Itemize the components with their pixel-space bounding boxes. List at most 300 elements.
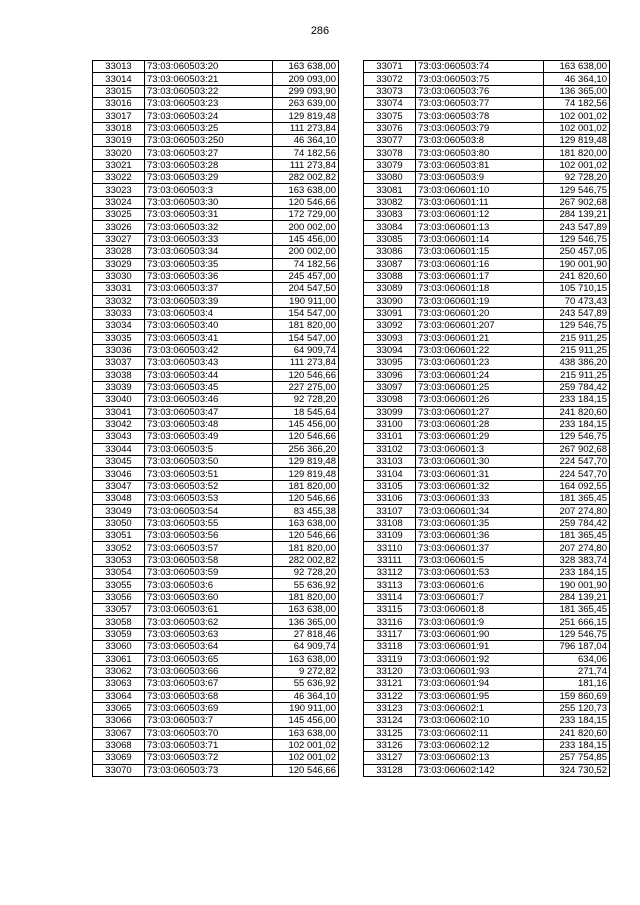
table-row (93, 591, 339, 603)
row-number-cell: 33016 (93, 98, 145, 110)
value-cell: 102 001,02 (273, 739, 339, 751)
cadastral-number-cell: 73:03:060503:29 (145, 172, 273, 184)
table-row (93, 443, 339, 455)
cadastral-number-cell: 73:03:060503:56 (145, 530, 273, 542)
table-row (364, 270, 610, 282)
value-cell: 256 366,20 (273, 443, 339, 455)
cadastral-number-cell: 73:03:060601:32 (416, 480, 544, 492)
cadastral-number-cell: 73:03:060503:21 (145, 73, 273, 85)
value-cell: 215 911,25 (544, 369, 610, 381)
row-number-cell: 33091 (364, 307, 416, 319)
row-number-cell: 33092 (364, 320, 416, 332)
row-number-cell: 33084 (364, 221, 416, 233)
cadastral-number-cell: 73:03:060601:21 (416, 332, 544, 344)
cadastral-number-cell: 73:03:060602:13 (416, 752, 544, 764)
value-cell: 241 820,60 (544, 270, 610, 282)
value-cell: 233 184,15 (544, 739, 610, 751)
value-cell: 163 638,00 (273, 604, 339, 616)
table-row (364, 320, 610, 332)
value-cell: 27 818,46 (273, 628, 339, 640)
cadastral-number-cell: 73:03:060503:41 (145, 332, 273, 344)
row-number-cell: 33075 (364, 110, 416, 122)
value-cell: 190 001,90 (544, 579, 610, 591)
cadastral-number-cell: 73:03:060503:75 (416, 73, 544, 85)
cadastral-number-cell: 73:03:060602:142 (416, 764, 544, 776)
cadastral-number-cell: 73:03:060503:34 (145, 246, 273, 258)
value-cell: 215 911,25 (544, 332, 610, 344)
cadastral-number-cell: 73:03:060503:44 (145, 369, 273, 381)
table-row (93, 468, 339, 480)
table-row (93, 233, 339, 245)
cadastral-number-cell: 73:03:060503:45 (145, 381, 273, 393)
value-cell: 181 365,45 (544, 493, 610, 505)
value-cell: 64 909,74 (273, 344, 339, 356)
row-number-cell: 33076 (364, 122, 416, 134)
cadastral-number-cell: 73:03:060503:40 (145, 320, 273, 332)
row-number-cell: 33101 (364, 431, 416, 443)
table-row (93, 418, 339, 430)
row-number-cell: 33036 (93, 344, 145, 356)
value-cell: 74 182,56 (273, 147, 339, 159)
row-number-cell: 33032 (93, 295, 145, 307)
value-cell: 120 546,66 (273, 431, 339, 443)
table-row (364, 653, 610, 665)
value-cell: 145 456,00 (273, 233, 339, 245)
cadastral-number-cell: 73:03:060601:10 (416, 184, 544, 196)
cadastral-number-cell: 73:03:060601:23 (416, 357, 544, 369)
row-number-cell: 33061 (93, 653, 145, 665)
cadastral-number-cell: 73:03:060503:55 (145, 517, 273, 529)
value-cell: 233 184,15 (544, 715, 610, 727)
value-cell: 92 728,20 (273, 394, 339, 406)
cadastral-number-cell: 73:03:060601:53 (416, 567, 544, 579)
cadastral-number-cell: 73:03:060602:11 (416, 727, 544, 739)
row-number-cell: 33088 (364, 270, 416, 282)
table-row (93, 641, 339, 653)
value-cell: 200 002,00 (273, 221, 339, 233)
value-cell: 145 456,00 (273, 715, 339, 727)
row-number-cell: 33122 (364, 690, 416, 702)
table-row (364, 443, 610, 455)
table-row (93, 381, 339, 393)
row-number-cell: 33051 (93, 530, 145, 542)
table-row (364, 628, 610, 640)
cadastral-number-cell: 73:03:060503:52 (145, 480, 273, 492)
row-number-cell: 33093 (364, 332, 416, 344)
row-number-cell: 33099 (364, 406, 416, 418)
cadastral-number-cell: 73:03:060503:62 (145, 616, 273, 628)
row-number-cell: 33037 (93, 357, 145, 369)
table-row (364, 283, 610, 295)
table-row (364, 418, 610, 430)
row-number-cell: 33104 (364, 468, 416, 480)
cadastral-number-cell: 73:03:060601:25 (416, 381, 544, 393)
value-cell: 181 365,45 (544, 604, 610, 616)
cadastral-number-cell: 73:03:060503:9 (416, 172, 544, 184)
value-cell: 163 638,00 (544, 61, 610, 73)
value-cell: 243 547,89 (544, 221, 610, 233)
row-number-cell: 33048 (93, 493, 145, 505)
table-row (93, 554, 339, 566)
value-cell: 136 365,00 (544, 85, 610, 97)
table-row (364, 554, 610, 566)
table-row (364, 184, 610, 196)
row-number-cell: 33017 (93, 110, 145, 122)
table-row (93, 122, 339, 134)
value-cell: 83 455,38 (273, 505, 339, 517)
table-row (93, 369, 339, 381)
value-cell: 224 547,70 (544, 456, 610, 468)
cadastral-number-cell: 73:03:060503:22 (145, 85, 273, 97)
value-cell: 163 638,00 (273, 61, 339, 73)
value-cell: 102 001,02 (544, 110, 610, 122)
value-cell: 200 002,00 (273, 246, 339, 258)
value-cell: 111 273,84 (273, 357, 339, 369)
cadastral-number-cell: 73:03:060503:31 (145, 209, 273, 221)
value-cell: 233 184,15 (544, 567, 610, 579)
value-cell: 209 093,00 (273, 73, 339, 85)
row-number-cell: 33035 (93, 332, 145, 344)
row-number-cell: 33095 (364, 357, 416, 369)
cadastral-number-cell: 73:03:060503:4 (145, 307, 273, 319)
value-cell: 120 546,66 (273, 530, 339, 542)
table-row (364, 110, 610, 122)
row-number-cell: 33025 (93, 209, 145, 221)
cadastral-number-cell: 73:03:060503:68 (145, 690, 273, 702)
value-cell: 136 365,00 (273, 616, 339, 628)
cadastral-number-cell: 73:03:060503:5 (145, 443, 273, 455)
value-cell: 154 547,00 (273, 307, 339, 319)
cadastral-number-cell: 73:03:060503:250 (145, 135, 273, 147)
table-row (364, 221, 610, 233)
cadastral-number-cell: 73:03:060503:81 (416, 159, 544, 171)
table-row (93, 752, 339, 764)
table-row (93, 147, 339, 159)
table-row (364, 332, 610, 344)
table-row (364, 517, 610, 529)
value-cell: 74 182,56 (544, 98, 610, 110)
row-number-cell: 33022 (93, 172, 145, 184)
value-cell: 120 546,66 (273, 493, 339, 505)
table-row (93, 406, 339, 418)
table-row (364, 764, 610, 776)
value-cell: 55 636,92 (273, 678, 339, 690)
table-row (364, 246, 610, 258)
cadastral-number-cell: 73:03:060503:58 (145, 554, 273, 566)
value-cell: 284 139,21 (544, 591, 610, 603)
table-row (364, 147, 610, 159)
row-number-cell: 33018 (93, 122, 145, 134)
cadastral-number-cell: 73:03:060503:79 (416, 122, 544, 134)
row-number-cell: 33082 (364, 196, 416, 208)
table-row (93, 135, 339, 147)
table-row (93, 702, 339, 714)
row-number-cell: 33115 (364, 604, 416, 616)
value-cell: 129 819,48 (544, 135, 610, 147)
table-row (364, 98, 610, 110)
cadastral-number-cell: 73:03:060602:12 (416, 739, 544, 751)
table-row (93, 196, 339, 208)
row-number-cell: 33089 (364, 283, 416, 295)
cadastral-number-cell: 73:03:060503:69 (145, 702, 273, 714)
table-row (364, 690, 610, 702)
table-row (93, 270, 339, 282)
value-cell: 9 272,82 (273, 665, 339, 677)
value-cell: 129 546,75 (544, 431, 610, 443)
value-cell: 102 001,02 (544, 159, 610, 171)
cadastral-number-cell: 73:03:060503:8 (416, 135, 544, 147)
row-number-cell: 33043 (93, 431, 145, 443)
value-cell: 102 001,02 (273, 752, 339, 764)
table-row (93, 739, 339, 751)
row-number-cell: 33079 (364, 159, 416, 171)
value-cell: 111 273,84 (273, 122, 339, 134)
value-cell: 55 636,92 (273, 579, 339, 591)
table-row (93, 567, 339, 579)
row-number-cell: 33013 (93, 61, 145, 73)
row-number-cell: 33081 (364, 184, 416, 196)
cadastral-number-cell: 73:03:060601:90 (416, 628, 544, 640)
value-cell: 129 819,48 (273, 468, 339, 480)
cadastral-number-cell: 73:03:060503:70 (145, 727, 273, 739)
table-row (93, 357, 339, 369)
table-row (93, 678, 339, 690)
cadastral-number-cell: 73:03:060503:80 (416, 147, 544, 159)
row-number-cell: 33060 (93, 641, 145, 653)
cadastral-number-cell: 73:03:060601:31 (416, 468, 544, 480)
cadastral-number-cell: 73:03:060503:23 (145, 98, 273, 110)
table-row (93, 530, 339, 542)
table-row (93, 764, 339, 776)
value-cell: 190 001,90 (544, 258, 610, 270)
row-number-cell: 33087 (364, 258, 416, 270)
row-number-cell: 33033 (93, 307, 145, 319)
table-row (93, 209, 339, 221)
cadastral-number-cell: 73:03:060601:30 (416, 456, 544, 468)
row-number-cell: 33068 (93, 739, 145, 751)
row-number-cell: 33107 (364, 505, 416, 517)
cadastral-number-cell: 73:03:060503:51 (145, 468, 273, 480)
table-row (93, 332, 339, 344)
row-number-cell: 33065 (93, 702, 145, 714)
row-number-cell: 33041 (93, 406, 145, 418)
cadastral-number-cell: 73:03:060601:12 (416, 209, 544, 221)
cadastral-number-cell: 73:03:060503:50 (145, 456, 273, 468)
table-row (364, 530, 610, 542)
value-cell: 190 911,00 (273, 702, 339, 714)
row-number-cell: 33042 (93, 418, 145, 430)
table-row (93, 85, 339, 97)
row-number-cell: 33058 (93, 616, 145, 628)
value-cell: 299 093,90 (273, 85, 339, 97)
row-number-cell: 33106 (364, 493, 416, 505)
cadastral-number-cell: 73:03:060503:3 (145, 184, 273, 196)
row-number-cell: 33067 (93, 727, 145, 739)
value-cell: 102 001,02 (544, 122, 610, 134)
row-number-cell: 33026 (93, 221, 145, 233)
cadastral-number-cell: 73:03:060601:22 (416, 344, 544, 356)
table-row (364, 159, 610, 171)
cadastral-number-cell: 73:03:060503:72 (145, 752, 273, 764)
value-cell: 70 473,43 (544, 295, 610, 307)
cadastral-number-cell: 73:03:060503:57 (145, 542, 273, 554)
cadastral-number-cell: 73:03:060601:18 (416, 283, 544, 295)
value-cell: 181 820,00 (273, 591, 339, 603)
table-row (93, 542, 339, 554)
value-cell: 241 820,60 (544, 727, 610, 739)
row-number-cell: 33030 (93, 270, 145, 282)
value-cell: 64 909,74 (273, 641, 339, 653)
cadastral-number-cell: 73:03:060503:64 (145, 641, 273, 653)
row-number-cell: 33073 (364, 85, 416, 97)
row-number-cell: 33105 (364, 480, 416, 492)
row-number-cell: 33117 (364, 628, 416, 640)
row-number-cell: 33053 (93, 554, 145, 566)
row-number-cell: 33125 (364, 727, 416, 739)
table-row (93, 715, 339, 727)
value-cell: 181 820,00 (544, 147, 610, 159)
cadastral-number-cell: 73:03:060503:71 (145, 739, 273, 751)
value-cell: 181 820,00 (273, 320, 339, 332)
cadastral-number-cell: 73:03:060601:95 (416, 690, 544, 702)
cadastral-number-cell: 73:03:060601:3 (416, 443, 544, 455)
row-number-cell: 33014 (93, 73, 145, 85)
table-row (364, 678, 610, 690)
value-cell: 190 911,00 (273, 295, 339, 307)
cadastral-number-cell: 73:03:060503:32 (145, 221, 273, 233)
table-row (364, 542, 610, 554)
row-number-cell: 33055 (93, 579, 145, 591)
value-cell: 46 364,10 (273, 135, 339, 147)
value-cell: 233 184,15 (544, 418, 610, 430)
table-row (364, 406, 610, 418)
value-cell: 46 364,10 (273, 690, 339, 702)
row-number-cell: 33038 (93, 369, 145, 381)
value-cell: 324 730,52 (544, 764, 610, 776)
row-number-cell: 33077 (364, 135, 416, 147)
cadastral-number-cell: 73:03:060503:33 (145, 233, 273, 245)
table-row (93, 110, 339, 122)
row-number-cell: 33064 (93, 690, 145, 702)
value-cell: 251 666,15 (544, 616, 610, 628)
row-number-cell: 33074 (364, 98, 416, 110)
table-row (364, 641, 610, 653)
cadastral-number-cell: 73:03:060503:61 (145, 604, 273, 616)
value-cell: 92 728,20 (273, 567, 339, 579)
value-cell: 129 546,75 (544, 320, 610, 332)
table-row (364, 505, 610, 517)
cadastral-number-cell: 73:03:060503:30 (145, 196, 273, 208)
table-row (364, 85, 610, 97)
table-row (93, 653, 339, 665)
cadastral-number-cell: 73:03:060503:7 (145, 715, 273, 727)
value-cell: 224 547,70 (544, 468, 610, 480)
cadastral-number-cell: 73:03:060601:35 (416, 517, 544, 529)
row-number-cell: 33121 (364, 678, 416, 690)
cadastral-number-cell: 73:03:060601:34 (416, 505, 544, 517)
value-cell: 18 545,64 (273, 406, 339, 418)
row-number-cell: 33116 (364, 616, 416, 628)
row-number-cell: 33052 (93, 542, 145, 554)
row-number-cell: 33057 (93, 604, 145, 616)
cadastral-number-cell: 73:03:060601:13 (416, 221, 544, 233)
table-row (364, 468, 610, 480)
value-cell: 257 754,85 (544, 752, 610, 764)
cadastral-number-cell: 73:03:060503:73 (145, 764, 273, 776)
cadastral-number-cell: 73:03:060601:11 (416, 196, 544, 208)
table-row (93, 517, 339, 529)
table-row (364, 480, 610, 492)
cadastral-number-cell: 73:03:060503:37 (145, 283, 273, 295)
cadastral-number-cell: 73:03:060601:33 (416, 493, 544, 505)
cadastral-number-cell: 73:03:060503:6 (145, 579, 273, 591)
row-number-cell: 33083 (364, 209, 416, 221)
value-cell: 111 273,84 (273, 159, 339, 171)
value-cell: 46 364,10 (544, 73, 610, 85)
cadastral-number-cell: 73:03:060503:39 (145, 295, 273, 307)
table-row (364, 591, 610, 603)
value-cell: 181,16 (544, 678, 610, 690)
cadastral-number-cell: 73:03:060503:42 (145, 344, 273, 356)
table-row (93, 172, 339, 184)
row-number-cell: 33120 (364, 665, 416, 677)
cadastral-number-cell: 73:03:060601:92 (416, 653, 544, 665)
value-cell: 74 182,56 (273, 258, 339, 270)
value-cell: 207 274,80 (544, 542, 610, 554)
table-row (364, 122, 610, 134)
value-cell: 181 820,00 (273, 480, 339, 492)
table-row (93, 616, 339, 628)
table-row (364, 715, 610, 727)
table-row (364, 567, 610, 579)
cadastral-number-cell: 73:03:060601:28 (416, 418, 544, 430)
row-number-cell: 33023 (93, 184, 145, 196)
value-cell: 267 902,68 (544, 443, 610, 455)
row-number-cell: 33063 (93, 678, 145, 690)
row-number-cell: 33098 (364, 394, 416, 406)
table-row (93, 690, 339, 702)
cadastral-number-cell: 73:03:060602:10 (416, 715, 544, 727)
cadastral-number-cell: 73:03:060601:36 (416, 530, 544, 542)
cadastral-number-cell: 73:03:060601:26 (416, 394, 544, 406)
cadastral-number-cell: 73:03:060503:63 (145, 628, 273, 640)
value-cell: 129 819,48 (273, 110, 339, 122)
table-row (364, 431, 610, 443)
table-row (93, 344, 339, 356)
table-row (93, 98, 339, 110)
row-number-cell: 33090 (364, 295, 416, 307)
value-cell: 105 710,15 (544, 283, 610, 295)
table-row (93, 665, 339, 677)
value-cell: 120 546,66 (273, 764, 339, 776)
row-number-cell: 33020 (93, 147, 145, 159)
table-row (93, 604, 339, 616)
row-number-cell: 33024 (93, 196, 145, 208)
table-row (364, 369, 610, 381)
value-cell: 282 002,82 (273, 172, 339, 184)
row-number-cell: 33124 (364, 715, 416, 727)
table-row (364, 616, 610, 628)
table-row (364, 604, 610, 616)
value-cell: 129 546,75 (544, 184, 610, 196)
cadastral-number-cell: 73:03:060601:20 (416, 307, 544, 319)
table-row (364, 739, 610, 751)
value-cell: 634,06 (544, 653, 610, 665)
table-row (93, 505, 339, 517)
cadastral-number-cell: 73:03:060503:78 (416, 110, 544, 122)
table-row (364, 394, 610, 406)
cadastral-number-cell: 73:03:060601:91 (416, 641, 544, 653)
